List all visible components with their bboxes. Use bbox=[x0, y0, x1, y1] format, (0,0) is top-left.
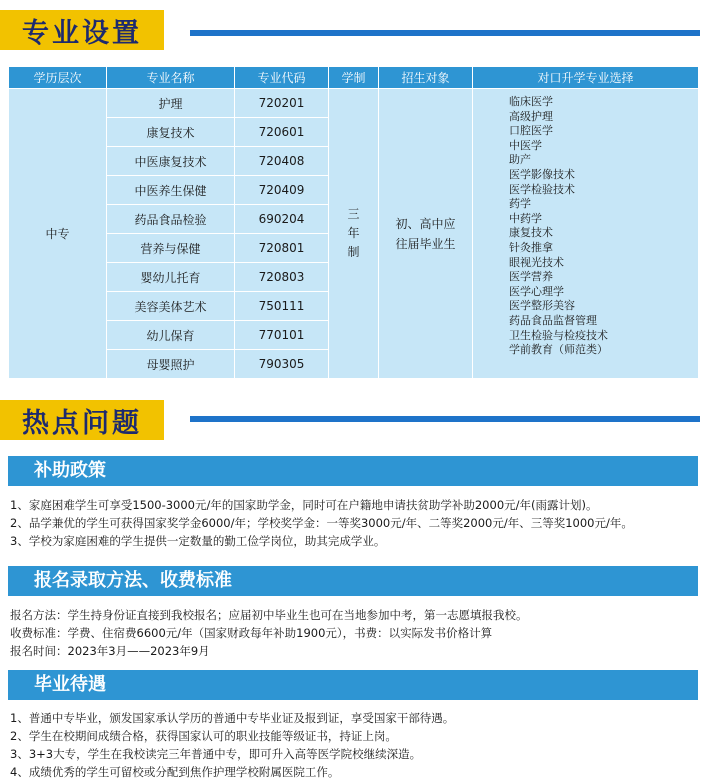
majors-table bbox=[8, 66, 699, 379]
enrollment-target-line: 往届毕业生 bbox=[395, 236, 456, 251]
upgrade-option: 医学检验技术 bbox=[509, 182, 575, 196]
section-title-majors-text: 专业设置 bbox=[0, 10, 164, 50]
subsidy-item: 3、学校为家庭困难的学生提供一定数量的勤工俭学岗位，助其完成学业。 bbox=[10, 534, 386, 548]
major-name: 中医养生保健 bbox=[107, 176, 235, 205]
major-name: 中医康复技术 bbox=[107, 147, 235, 176]
major-code: 720803 bbox=[235, 263, 329, 292]
col-header-major: 专业名称 bbox=[107, 67, 235, 89]
enrollment-target-line: 初、高中应 bbox=[395, 216, 456, 231]
graduate-item: 4、成绩优秀的学生可留校或分配到焦作护理学校附属医院工作。 bbox=[10, 765, 340, 779]
major-name: 护理 bbox=[107, 89, 235, 118]
enrollment-header: 报名录取方法、收费标准 bbox=[8, 566, 698, 596]
upgrade-option: 医学整形美容 bbox=[509, 299, 575, 313]
section-title-hot-issues bbox=[0, 400, 164, 440]
program-length-char: 制 bbox=[347, 245, 360, 259]
major-name: 美容美体艺术 bbox=[107, 292, 235, 321]
upgrade-option: 药品食品监督管理 bbox=[509, 313, 597, 327]
major-name: 营养与保健 bbox=[107, 234, 235, 263]
graduate-header: 毕业待遇 bbox=[8, 670, 698, 700]
upgrade-option: 学前教育（师范类） bbox=[509, 343, 608, 357]
major-code: 720408 bbox=[235, 147, 329, 176]
major-name: 康复技术 bbox=[107, 118, 235, 147]
table-header-row bbox=[9, 67, 699, 89]
major-name: 母婴照护 bbox=[107, 350, 235, 379]
subsidy-item: 2、品学兼优的学生可获得国家奖学金6000/年；学校奖学金：一等奖3000元/年、二等奖2000元/年、三等奖1000元/年。 bbox=[10, 516, 633, 530]
upgrade-options-cell bbox=[473, 89, 699, 379]
graduate-item: 1、普通中专毕业，颁发国家承认学历的普通中专毕业证及报到证，享受国家干部待遇。 bbox=[10, 711, 455, 725]
enrollment-item: 报名时间：2023年3月——2023年9月 bbox=[10, 644, 210, 658]
col-header-length: 学制 bbox=[329, 67, 379, 89]
upgrade-option: 高级护理 bbox=[509, 109, 553, 123]
upgrade-option: 药学 bbox=[509, 197, 531, 211]
col-header-code: 专业代码 bbox=[235, 67, 329, 89]
major-code: 690204 bbox=[235, 205, 329, 234]
major-name: 幼儿保育 bbox=[107, 321, 235, 350]
enrollment-target-cell bbox=[379, 89, 473, 379]
subsidy-item: 1、家庭困难学生可享受1500-3000元/年的国家助学金，同时可在户籍地申请扶贫助学补助2000元/年(雨露计划)。 bbox=[10, 498, 598, 512]
upgrade-option: 针灸推拿 bbox=[509, 240, 553, 254]
upgrade-option: 康复技术 bbox=[509, 226, 553, 240]
upgrade-option: 眼视光技术 bbox=[509, 255, 564, 269]
subsidy-header: 补助政策 bbox=[8, 456, 698, 486]
upgrade-option: 临床医学 bbox=[509, 95, 553, 108]
major-code: 750111 bbox=[235, 292, 329, 321]
col-header-level: 学历层次 bbox=[9, 67, 107, 89]
upgrade-option: 医学营养 bbox=[509, 270, 553, 284]
section-title-hot-issues-text: 热点问题 bbox=[0, 400, 164, 440]
major-name: 药品食品检验 bbox=[107, 205, 235, 234]
major-name: 婴幼儿托育 bbox=[107, 263, 235, 292]
graduate-item: 2、学生在校期间成绩合格，获得国家认可的职业技能等级证书，持证上岗。 bbox=[10, 729, 397, 743]
program-length-char: 年 bbox=[347, 226, 360, 240]
major-code: 790305 bbox=[235, 350, 329, 379]
title-underline bbox=[190, 30, 700, 36]
table-row bbox=[9, 89, 699, 118]
enrollment-item: 报名方法：学生持身份证直接到我校报名；应届初中毕业生也可在当地参加中考，第一志愿填报我校。 bbox=[10, 608, 528, 622]
enrollment-item: 收费标准：学费、住宿费6600元/年（国家财政每年补助1900元），书费：以实际发书价格计算 bbox=[10, 626, 493, 640]
col-header-upgrade: 对口升学专业选择 bbox=[473, 67, 699, 89]
major-code: 720601 bbox=[235, 118, 329, 147]
education-level-cell: 中专 bbox=[9, 89, 107, 379]
upgrade-option: 助产 bbox=[509, 153, 531, 167]
section-title-majors bbox=[0, 10, 164, 50]
upgrade-option: 口腔医学 bbox=[509, 124, 553, 138]
major-code: 720409 bbox=[235, 176, 329, 205]
upgrade-option: 医学影像技术 bbox=[509, 167, 575, 181]
col-header-target: 招生对象 bbox=[379, 67, 473, 89]
major-code: 770101 bbox=[235, 321, 329, 350]
upgrade-option: 医学心理学 bbox=[509, 284, 564, 298]
major-code: 720201 bbox=[235, 89, 329, 118]
upgrade-option: 卫生检验与检疫技术 bbox=[509, 328, 608, 342]
upgrade-option: 中医学 bbox=[509, 138, 542, 152]
upgrade-option: 中药学 bbox=[509, 211, 542, 225]
major-code: 720801 bbox=[235, 234, 329, 263]
program-length-char: 三 bbox=[347, 207, 360, 221]
graduate-item: 3、3+3大专，学生在我校读完三年普通中专，即可升入高等医学院校继续深造。 bbox=[10, 747, 422, 761]
title-underline bbox=[190, 416, 700, 422]
program-length-cell bbox=[329, 89, 379, 379]
